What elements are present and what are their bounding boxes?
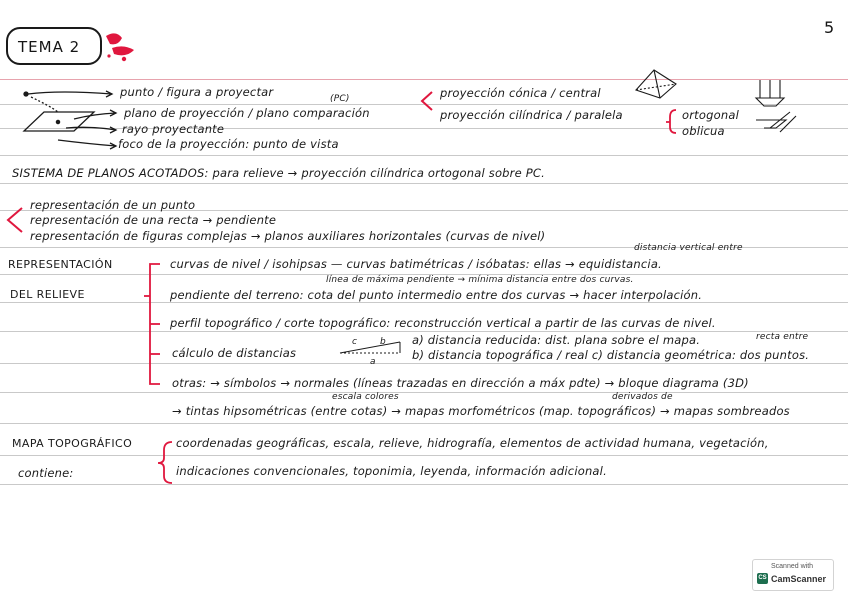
diagram-letter-b: b [380, 337, 386, 347]
red-brace-icon [666, 110, 676, 133]
pc-note: (PC) [330, 94, 350, 104]
watermark-line-1: Scanned with [771, 563, 814, 570]
representacion-punto: representación de un punto [30, 198, 196, 212]
diagram-letter-c: c [352, 337, 358, 347]
camscanner-badge [752, 559, 834, 591]
relieve-curvas: curvas de nivel / isohipsas — curvas batimétricas / isóbatas: ellas → equidistancia. [170, 257, 662, 271]
red-bracket-icon [422, 92, 432, 110]
item-proyeccion-cilindrica: proyección cilíndrica / paralela [440, 108, 623, 122]
camscanner-icon: CS [757, 573, 768, 584]
distance-diagram [340, 342, 400, 353]
relieve-pendiente: pendiente del terreno: cota del punto intermedio entre dos curvas → hacer interpolación. [170, 288, 703, 302]
relieve-heading-2: DEL RELIEVE [10, 288, 85, 301]
representacion-recta: representación de una recta → pendiente [30, 213, 277, 227]
cylindrical-projection-icon [756, 80, 796, 132]
note-recta-entre: recta entre [756, 332, 809, 342]
red-splash-icon [106, 33, 134, 61]
conic-projection-icon [636, 70, 676, 98]
relieve-heading-1: REPRESENTACIÓN [8, 258, 113, 271]
red-arrow-icon [8, 208, 22, 232]
calculo-label: cálculo de distancias [172, 346, 297, 360]
relieve-otras: otras: → símbolos → normales (líneas trazadas en dirección a máx pdte) → bloque diagrama (3D) [172, 376, 749, 390]
item-plano: plano de proyección / plano comparación [124, 106, 370, 120]
calc-a: a) distancia reducida: dist. plana sobre el mapa. [412, 333, 701, 347]
mapa-heading-2: contiene: [18, 466, 74, 480]
item-oblicua: oblicua [682, 124, 725, 138]
mapa-line-2: indicaciones convencionales, toponimia, leyenda, información adicional. [176, 464, 607, 478]
relieve-brace-icon [144, 264, 160, 384]
calc-bc: b) distancia topográfica / real c) distancia geométrica: dos puntos. [412, 348, 810, 362]
item-punto: punto / figura a proyectar [120, 85, 274, 99]
note-escala: escala colores [332, 392, 399, 402]
watermark-line-2: CamScanner [771, 574, 827, 584]
mapa-line-1: coordenadas geográficas, escala, relieve, hidrografía, elementos de actividad humana, vegetación, [176, 436, 769, 450]
note-derivados: derivados de [612, 392, 673, 402]
projection-plane-diagram [24, 91, 116, 149]
mapa-brace-icon [158, 442, 172, 483]
note-distancia-vertical: distancia vertical entre [634, 243, 743, 253]
diagram-letter-a: a [370, 357, 376, 367]
item-proyeccion-conica: proyección cónica / central [440, 86, 601, 100]
relieve-perfil: perfil topográfico / corte topográfico: reconstrucción vertical a partir de las curvas de nivel. [170, 316, 716, 330]
item-ortogonal: ortogonal [682, 108, 739, 122]
page-title: TEMA 2 [18, 38, 81, 56]
note-linea-pendiente: línea de máxima pendiente → mínima distancia entre dos curvas. [326, 275, 634, 285]
relieve-tintas: → tintas hipsométricas (entre cotas) → mapas morfométricos (map. topográficos) → mapas sombreados [172, 404, 790, 418]
item-rayo: rayo proyectante [122, 122, 225, 136]
page-number: 5 [824, 18, 835, 37]
mapa-heading-1: MAPA TOPOGRÁFICO [12, 437, 133, 450]
item-foco: foco de la proyección: punto de vista [118, 137, 339, 151]
sistema-line: SISTEMA DE PLANOS ACOTADOS: para relieve → proyección cilíndrica ortogonal sobre PC. [12, 166, 545, 180]
representacion-figuras: representación de figuras complejas → planos auxiliares horizontales (curvas de nivel) [30, 229, 546, 243]
